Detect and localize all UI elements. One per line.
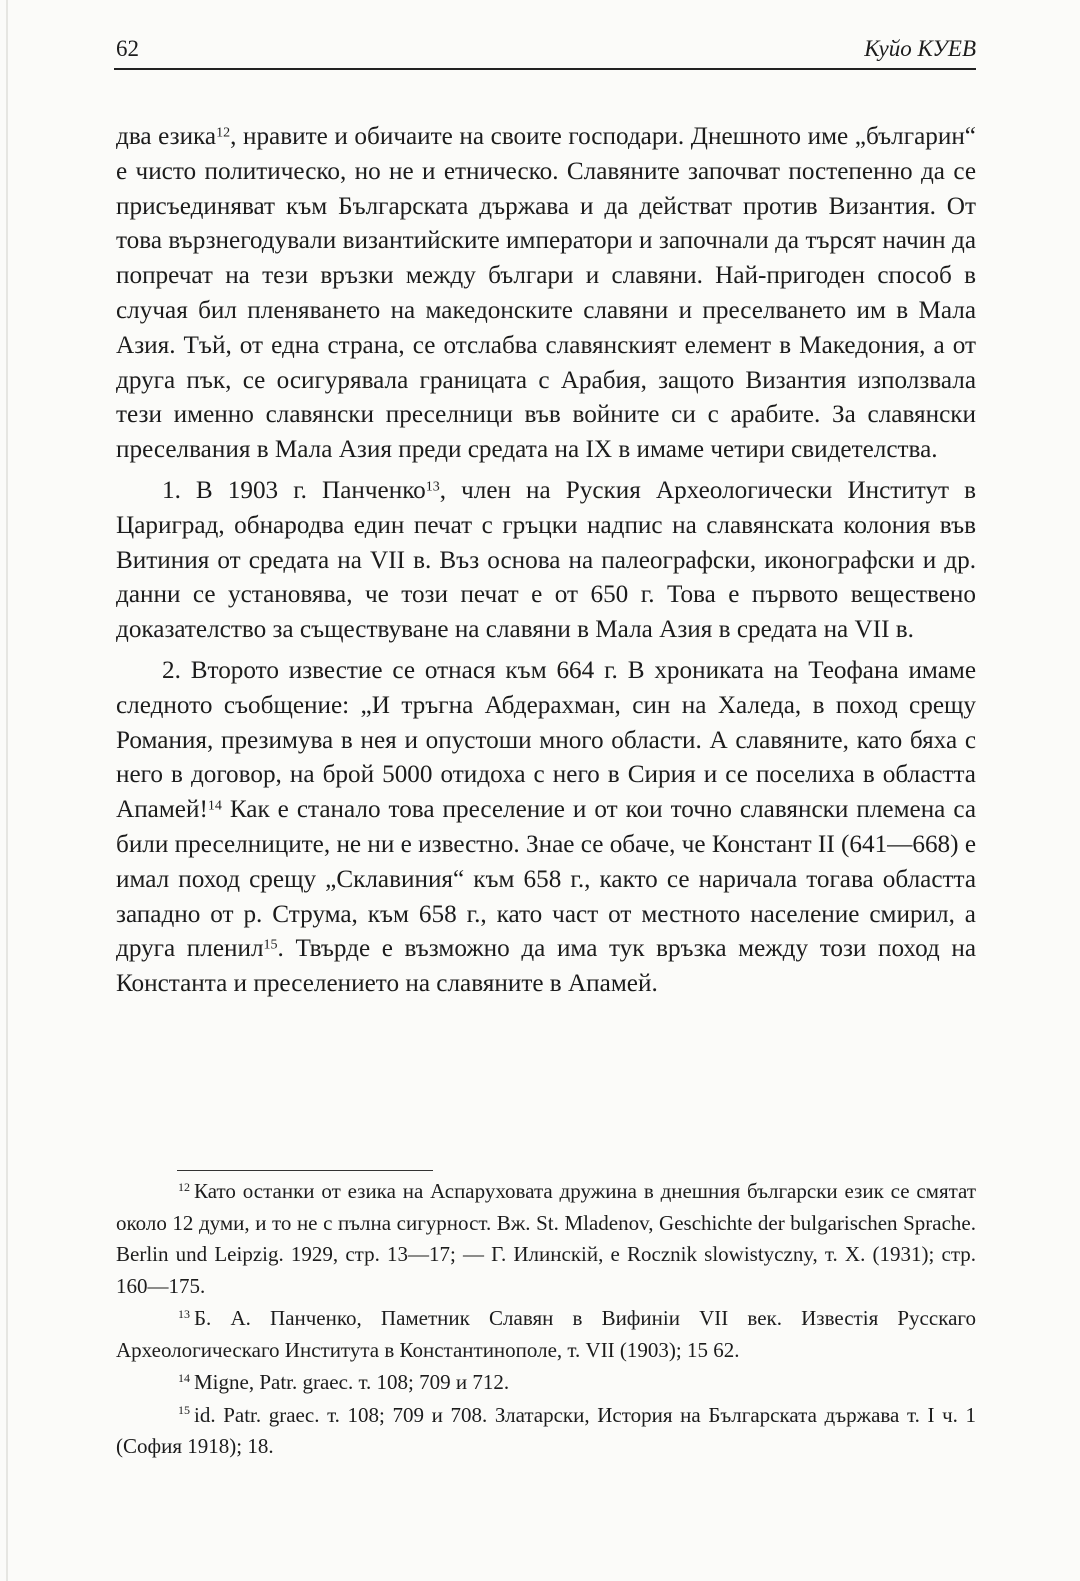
footnote-12 bbox=[116, 1176, 976, 1302]
footnote-separator bbox=[177, 1170, 433, 1171]
footnote-text: Б. А. Панченко, Паметник Славян в Вифиніи VII век. Известія Русскаго Археологическаго Института в Константинополе, т. VII (1903); 15 62. bbox=[116, 1306, 976, 1362]
paragraph-3 bbox=[116, 654, 976, 1002]
paragraph-3-text-b: Как е станало това преселение и от кои точно славянски племена са били преселниците, не ни е известно. Знае се обаче, че Констант II (641—668) е имал поход срещу „Склавиния“ към 658 г., както се наричала тогава областта западно от р. Струма, към 658 г., като част от местното население смирил, а друга пленил bbox=[116, 796, 977, 963]
header-rule bbox=[114, 68, 976, 70]
footnote-text: Като останки от езика на Аспаруховата дружина в днешния български език се смятат около 12 думи, и то не с пълна сигурност. Вж. St. Mladenov, Geschichte der bulgarischen Sprache. Berlin und Leipzig. 1929, стр. 13—17; — Г. Илинскій, е Rocznik slowistyczny, т. X. (1931); стр. 160—175. bbox=[116, 1179, 976, 1298]
paragraph-1-text-a: два езика bbox=[116, 123, 217, 150]
paragraph-3-text-a: 2. Второто известие се отнася към 664 г. В хрониката на Теофана имаме следното съобщение: „И тръгна Абдерахман, син на Халеда, в поход срещу Романия, презимува в нея и опустоши много области. А славяните, като бяха с него в договор, на брой 5000 отидоха с него в Сирия и се поселиха в областта Апамей! bbox=[116, 656, 976, 824]
footnote-text: Migne, Patr. graec. т. 108; 709 и 712. bbox=[194, 1370, 510, 1394]
footnote-number: 12 bbox=[178, 1179, 190, 1194]
footnote-ref-13: 13 bbox=[425, 479, 440, 495]
paragraph-2 bbox=[116, 474, 976, 648]
running-header bbox=[116, 34, 976, 70]
footnote-13 bbox=[116, 1303, 976, 1366]
footnote-number: 14 bbox=[178, 1370, 190, 1385]
footnote-number: 13 bbox=[178, 1306, 190, 1321]
paragraph-3-text-c: . Твърде е възможно да има тук връзка между този поход на Константа и преселението на славяните в Апамей. bbox=[116, 935, 977, 998]
footnote-number: 15 bbox=[178, 1403, 190, 1418]
paragraph-1-text-b: , нравите и обичаите на своите господари. Днешното име „българин“ е чисто политическо, но не и етническо. Славяните започват постепенно да се присъединяват към Българската държава и да действат против Византия. От това вързнегодували византийските императори и започнали да търсят начин да попречат на тези връзки между българи и славяни. Най-пригоден способ в случая бил пленяването на македонските славяни и преселването им в Мала Азия. Тъй, от една страна, се отслабва славянският елемент в Македония, а от друга пък, се осигурявала границата с Арабия, защото Византия използвала тези именно славянски преселници във войните си с арабите. За славянски преселвания в Мала Азия преди средата на IX в имаме четири свидетелства. bbox=[116, 123, 976, 464]
footnote-ref-12: 12 bbox=[216, 125, 231, 141]
page-number: 62 bbox=[116, 36, 139, 61]
main-text bbox=[116, 120, 976, 1002]
footnote-text: id. Patr. graec. т. 108; 709 и 708. Златарски, История на Българската държава т. I ч. 1 (София 1918); 18. bbox=[116, 1402, 976, 1458]
footnote-ref-15: 15 bbox=[263, 937, 278, 953]
footnotes bbox=[116, 1176, 976, 1464]
paragraph-2-text-a: 1. В 1903 г. Панченко bbox=[162, 476, 426, 504]
paragraph-2-text-b: , член на Руския Археологически Институт в Цариград, обнародва един печат с гръцки надпис на славянската колония във Витиния от средата на VII в. Въз основа на палеографски, иконографски и др. данни се установява, че този печат е от 650 г. Това е първото веществено доказателство за съществуване на славяни в Мала Азия в средата на VII в. bbox=[116, 476, 976, 644]
running-head-author: Куйо КУЕВ bbox=[864, 36, 976, 61]
footnote-14 bbox=[116, 1367, 976, 1399]
footnote-ref-14: 14 bbox=[207, 798, 222, 814]
page-edge-shadow bbox=[6, 0, 8, 1581]
footnote-15 bbox=[116, 1400, 976, 1463]
paragraph-1 bbox=[116, 120, 976, 468]
